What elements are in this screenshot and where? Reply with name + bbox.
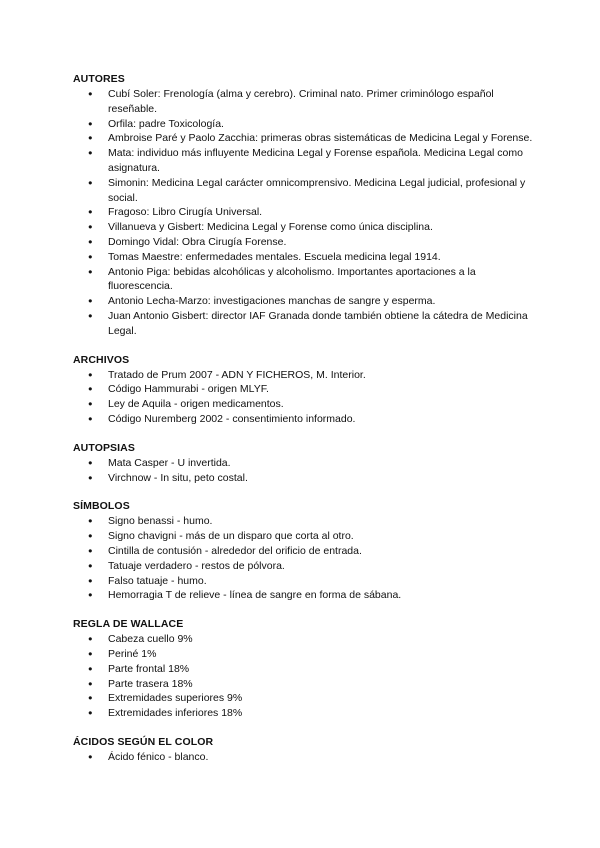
list-item: ● Domingo Vidal: Obra Cirugía Forense.	[73, 235, 533, 250]
list-item: ● Parte frontal 18%	[73, 662, 533, 677]
bullet-list-autores	[73, 87, 533, 339]
list-item: ● Código Hammurabi - origen MLYF.	[73, 382, 533, 397]
list-item: ● Ambroise Paré y Paolo Zacchia: primeras obras sistemáticas de Medicina Legal y Forense.	[73, 131, 533, 146]
list-item: ● Tatuaje verdadero - restos de pólvora.	[73, 559, 533, 574]
list-item: ● Simonin: Medicina Legal carácter omnicomprensivo. Medicina Legal judicial, profesional y social.	[73, 176, 533, 206]
list-item: ● Código Nuremberg 2002 - consentimiento informado.	[73, 412, 533, 427]
list-item: ● Signo benassi - humo.	[73, 514, 533, 529]
list-item: ● Falso tatuaje - humo.	[73, 574, 533, 589]
bullet-list-archivos	[73, 368, 533, 427]
document-content	[73, 72, 533, 779]
section-title-autores: AUTORES	[73, 73, 125, 85]
list-item: ● Signo chavigni - más de un disparo que corta al otro.	[73, 529, 533, 544]
list-item: ● Cabeza cuello 9%	[73, 632, 533, 647]
list-item: ● Antonio Lecha-Marzo: investigaciones manchas de sangre y esperma.	[73, 294, 533, 309]
section-title-regla-de-wallace: REGLA DE WALLACE	[73, 618, 184, 631]
list-item: ● Orfila: padre Toxicología.	[73, 117, 533, 132]
list-item: ● Fragoso: Libro Cirugía Universal.	[73, 205, 533, 220]
list-item: ● Ley de Aquila - origen medicamentos.	[73, 397, 533, 412]
list-item: ● Mata: individuo más influyente Medicina Legal y Forense española. Medicina Legal como asignatura.	[73, 146, 533, 176]
section-title-archivos: ARCHIVOS	[73, 353, 130, 366]
list-item: ● Tratado de Prum 2007 - ADN Y FICHEROS, M. Interior.	[73, 368, 533, 383]
list-item: ● Parte trasera 18%	[73, 677, 533, 692]
list-item: ● Ácido fénico - blanco.	[73, 750, 533, 765]
list-item: ● Mata Casper - U invertida.	[73, 456, 533, 471]
list-item: ● Hemorragia T de relieve - línea de sangre en forma de sábana.	[73, 588, 533, 603]
list-item: ● Villanueva y Gisbert: Medicina Legal y Forense como única disciplina.	[73, 220, 533, 235]
list-item: ● Juan Antonio Gisbert: director IAF Granada donde también obtiene la cátedra de Medicina Legal.	[73, 309, 533, 339]
list-item: ● Tomas Maestre: enfermedades mentales. Escuela medicina legal 1914.	[73, 250, 533, 265]
bullet-list-autopsias	[73, 456, 533, 486]
list-item: ● Periné 1%	[73, 647, 533, 662]
list-item: ● Virchnow - In situ, peto costal.	[73, 471, 533, 486]
bullet-list-simbolos	[73, 514, 533, 603]
bullet-list-acidos-segun-el-color	[73, 750, 533, 765]
section-title-acidos-segun-el-color: ÁCIDOS SEGÚN EL COLOR	[73, 735, 214, 748]
section-title-autopsias: AUTOPSIAS	[73, 441, 135, 454]
list-item: ● Extremidades inferiores 18%	[73, 706, 533, 721]
list-item: ● Antonio Piga: bebidas alcohólicas y alcoholismo. Importantes aportaciones a la fluorescencia.	[73, 265, 533, 295]
list-item: ● Extremidades superiores 9%	[73, 691, 533, 706]
list-item: ● Cintilla de contusión - alrededor del orificio de entrada.	[73, 544, 533, 559]
list-item: ● Cubí Soler: Frenología (alma y cerebro). Criminal nato. Primer criminólogo español reseñable.	[73, 87, 533, 117]
bullet-list-regla-de-wallace	[73, 632, 533, 721]
section-title-simbolos: SÍMBOLOS	[73, 500, 130, 513]
